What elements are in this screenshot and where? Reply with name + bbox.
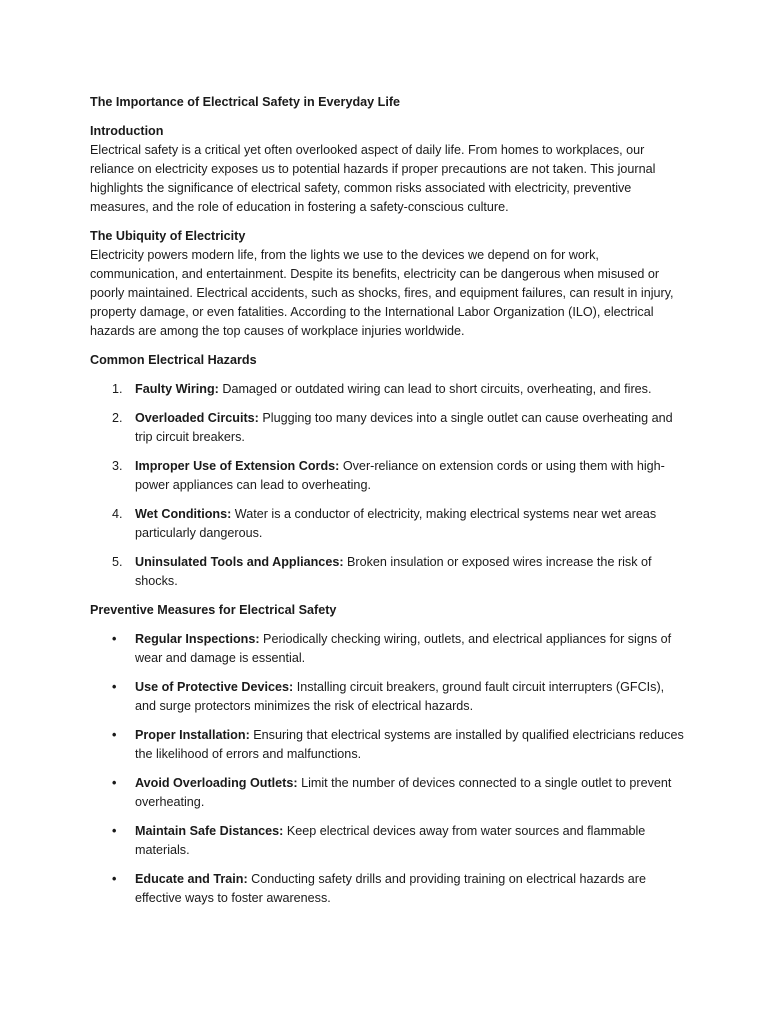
hazard-text: Plugging too many devices into a single outlet can cause overheating and trip circuit breakers. xyxy=(135,411,673,444)
measure-text: Periodically checking wiring, outlets, and electrical appliances for signs of wear and damage is essential. xyxy=(135,632,672,665)
intro-paragraph: Electrical safety is a critical yet often overlooked aspect of daily life. From homes to workplaces, our reliance on electricity exposes us to potential hazards if proper precautions are not taken. This journal highlights the significance of electrical safety, common risks associated with electricity, preventive measures, and the role of education in fostering a safety-conscious culture. xyxy=(90,143,656,214)
hazard-term: Uninsulated Tools and Appliances: xyxy=(135,555,344,569)
list-item xyxy=(90,630,686,668)
measure-term: Use of Protective Devices: xyxy=(135,680,294,694)
ubiquity-heading: The Ubiquity of Electricity xyxy=(90,229,246,243)
measure-text: Limit the number of devices connected to a single outlet to prevent overheating. xyxy=(135,776,672,809)
bullet-icon: • xyxy=(112,632,117,646)
bullet-icon: • xyxy=(112,776,117,790)
hazard-text: Water is a conductor of electricity, making electrical systems near wet areas particularly dangerous. xyxy=(135,507,657,540)
measure-text: Ensuring that electrical systems are installed by qualified electricians reduces the likelihood of errors and malfunctions. xyxy=(135,728,684,761)
list-item xyxy=(90,380,686,399)
list-item xyxy=(90,409,686,447)
list-number: 5. xyxy=(112,555,123,569)
list-item xyxy=(90,726,686,764)
list-number: 1. xyxy=(112,382,123,396)
hazard-term: Faulty Wiring: xyxy=(135,382,219,396)
measures-list xyxy=(90,630,686,908)
list-number: 2. xyxy=(112,411,123,425)
measure-text: Conducting safety drills and providing training on electrical hazards are effective ways to foster awareness. xyxy=(135,872,646,905)
list-item xyxy=(90,553,686,591)
measure-term: Maintain Safe Distances: xyxy=(135,824,284,838)
list-item xyxy=(90,505,686,543)
hazards-list xyxy=(90,380,686,591)
list-item xyxy=(90,678,686,716)
hazard-term: Improper Use of Extension Cords: xyxy=(135,459,340,473)
list-item xyxy=(90,774,686,812)
document-title: The Importance of Electrical Safety in Everyday Life xyxy=(90,95,401,109)
hazard-term: Wet Conditions: xyxy=(135,507,232,521)
measure-text: Installing circuit breakers, ground fault circuit interrupters (GFCIs), and surge protectors minimizes the risk of electrical hazards. xyxy=(135,680,665,713)
hazard-text: Damaged or outdated wiring can lead to short circuits, overheating, and fires. xyxy=(218,382,652,396)
intro-heading: Introduction xyxy=(90,124,164,138)
bullet-icon: • xyxy=(112,872,117,886)
bullet-icon: • xyxy=(112,824,117,838)
list-number: 3. xyxy=(112,459,123,473)
list-number: 4. xyxy=(112,507,123,521)
bullet-icon: • xyxy=(112,728,117,742)
bullet-icon: • xyxy=(112,680,117,694)
hazard-term: Overloaded Circuits: xyxy=(135,411,259,425)
ubiquity-paragraph: Electricity powers modern life, from the lights we use to the devices we depend on for work, communication, and entertainment. Despite its benefits, electricity can be dangerous when misused or poorly maintained. Electrical accidents, such as shocks, fires, and equipment failures, can result in injury, property damage, or even fatalities. According to the International Labor Organization (ILO), electrical hazards are among the top causes of workplace injuries worldwide. xyxy=(90,248,674,338)
list-item xyxy=(90,822,686,860)
list-item xyxy=(90,870,686,908)
hazard-text: Broken insulation or exposed wires increase the risk of shocks. xyxy=(135,555,652,588)
measure-term: Regular Inspections: xyxy=(135,632,260,646)
list-item xyxy=(90,457,686,495)
hazards-heading: Common Electrical Hazards xyxy=(90,353,257,367)
measure-term: Educate and Train: xyxy=(135,872,248,886)
document-page xyxy=(90,93,686,918)
measure-term: Proper Installation: xyxy=(135,728,250,742)
hazard-text: Over-reliance on extension cords or using them with high-power appliances can lead to overheating. xyxy=(135,459,665,492)
measures-heading: Preventive Measures for Electrical Safety xyxy=(90,603,337,617)
measure-text: Keep electrical devices away from water sources and flammable materials. xyxy=(135,824,646,857)
measure-term: Avoid Overloading Outlets: xyxy=(135,776,298,790)
